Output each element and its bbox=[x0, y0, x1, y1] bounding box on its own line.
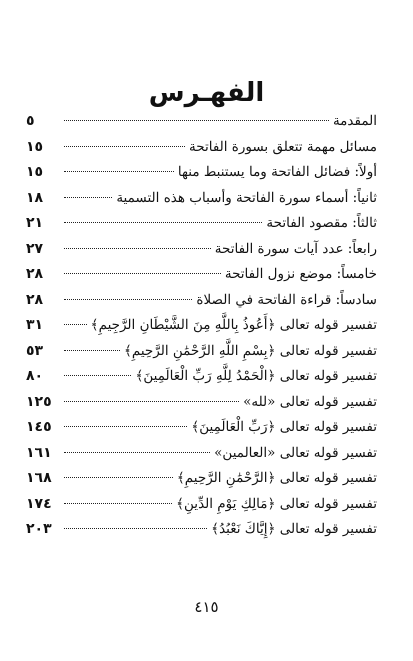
toc-entry-title: تفسير قوله تعالى ﴿رَبِّ الْعَالَمِينَ﴾ bbox=[191, 419, 377, 435]
toc-leader-dots bbox=[64, 222, 262, 223]
toc-entry-page: ١٨ bbox=[26, 189, 44, 206]
toc-entry-title: ثالثاً: مقصود الفاتحة bbox=[266, 215, 377, 231]
toc-entry bbox=[26, 441, 377, 467]
toc-entry bbox=[26, 517, 377, 543]
toc-entry bbox=[26, 237, 377, 263]
toc-leader-dots bbox=[64, 477, 173, 478]
toc-entry bbox=[26, 262, 377, 288]
toc-entry-title: تفسير قوله تعالى ﴿أَعُوذُ بِاللَّهِ مِنَ الشَّيْطَانِ الرَّجِيمِ﴾ bbox=[90, 317, 377, 333]
toc-entry-title: رابعاً: عدد آيات سورة الفاتحة bbox=[214, 240, 377, 257]
toc-entry bbox=[26, 313, 377, 339]
toc-entry bbox=[26, 160, 377, 186]
toc-entry bbox=[26, 135, 377, 161]
toc-entry-title: أولاً: فضائل الفاتحة وما يستنبط منها bbox=[177, 164, 377, 180]
toc-entry-page: ٢٨ bbox=[26, 266, 44, 282]
toc-entry-page: ١٦٨ bbox=[26, 470, 52, 486]
toc-leader-dots bbox=[64, 324, 87, 325]
toc-entry-page: ١٧٤ bbox=[26, 495, 52, 512]
toc-entry bbox=[26, 492, 377, 518]
toc-entry-page: ١٥ bbox=[26, 164, 44, 180]
toc-entry bbox=[26, 288, 377, 314]
toc-entry-title: تفسير قوله تعالى «العالمين» bbox=[214, 444, 377, 461]
toc-entry-page: ١٦١ bbox=[26, 444, 52, 461]
toc-entry-page: ١٥ bbox=[26, 138, 44, 155]
toc-leader-dots bbox=[64, 171, 174, 172]
toc-entry bbox=[26, 109, 377, 135]
toc-entry-title: ثانياً: أسماء سورة الفاتحة وأسباب هذه التسمية bbox=[116, 189, 377, 206]
toc-entry-page: ٢٠٣ bbox=[26, 521, 52, 537]
toc-entry-title: تفسير قوله تعالى «لله» bbox=[243, 393, 377, 410]
toc-entry-page: ٣١ bbox=[26, 317, 44, 333]
toc-entry bbox=[26, 364, 377, 390]
page-title: الفهـرس bbox=[148, 78, 265, 108]
toc-entry bbox=[26, 339, 377, 365]
toc-entry-page: ١٢٥ bbox=[26, 393, 52, 410]
toc-leader-dots bbox=[64, 375, 131, 376]
toc-entry bbox=[26, 466, 377, 492]
toc-leader-dots bbox=[64, 426, 187, 427]
toc-entry-page: ٢٨ bbox=[26, 291, 44, 308]
toc-leader-dots bbox=[64, 197, 112, 198]
toc-entry-title: سادساً: قراءة الفاتحة في الصلاة bbox=[196, 291, 377, 308]
toc-entry-title: تفسير قوله تعالى ﴿الْحَمْدُ لِلَّهِ رَبِّ الْعَالَمِينَ﴾ bbox=[135, 368, 377, 384]
toc-entry-title: خامساً: موضع نزول الفاتحة bbox=[224, 266, 377, 282]
toc-entry-title: المقدمة bbox=[332, 113, 377, 129]
toc-leader-dots bbox=[64, 350, 120, 351]
toc-leader-dots bbox=[64, 452, 210, 453]
toc-entry bbox=[26, 390, 377, 416]
toc-entry bbox=[26, 211, 377, 237]
toc-entry-title: مسائل مهمة تتعلق بسورة الفاتحة bbox=[189, 138, 377, 155]
toc-entry-page: ٢١ bbox=[26, 215, 44, 231]
toc-leader-dots bbox=[64, 401, 239, 402]
toc-entry-page: ٥ bbox=[26, 113, 35, 129]
toc-entry-page: ٥٣ bbox=[26, 342, 44, 359]
toc-entry bbox=[26, 186, 377, 212]
toc-entry-title: تفسير قوله تعالى ﴿إِيَّاكَ نَعْبُدُ﴾ bbox=[211, 521, 377, 537]
toc-leader-dots bbox=[64, 248, 211, 249]
toc-list bbox=[26, 109, 377, 543]
toc-entry-title: تفسير قوله تعالى ﴿بِسْمِ اللَّهِ الرَّحْمَٰنِ الرَّحِيمِ﴾ bbox=[123, 342, 377, 359]
toc-leader-dots bbox=[64, 146, 185, 147]
toc-entry bbox=[26, 415, 377, 441]
toc-entry-title: تفسير قوله تعالى ﴿الرَّحْمَٰنِ الرَّحِيمِ﴾ bbox=[176, 470, 377, 486]
toc-entry-page: ٢٧ bbox=[26, 240, 44, 257]
toc-leader-dots bbox=[64, 273, 221, 274]
toc-leader-dots bbox=[64, 120, 329, 121]
toc-leader-dots bbox=[64, 503, 172, 504]
toc-leader-dots bbox=[64, 299, 192, 300]
toc-leader-dots bbox=[64, 528, 207, 529]
toc-entry-page: ٨٠ bbox=[26, 368, 44, 384]
toc-entry-title: تفسير قوله تعالى ﴿مَالِكِ يَوْمِ الدِّينِ﴾ bbox=[176, 495, 377, 512]
page-number: ٤١٥ bbox=[194, 598, 219, 616]
toc-entry-page: ١٤٥ bbox=[26, 419, 52, 435]
